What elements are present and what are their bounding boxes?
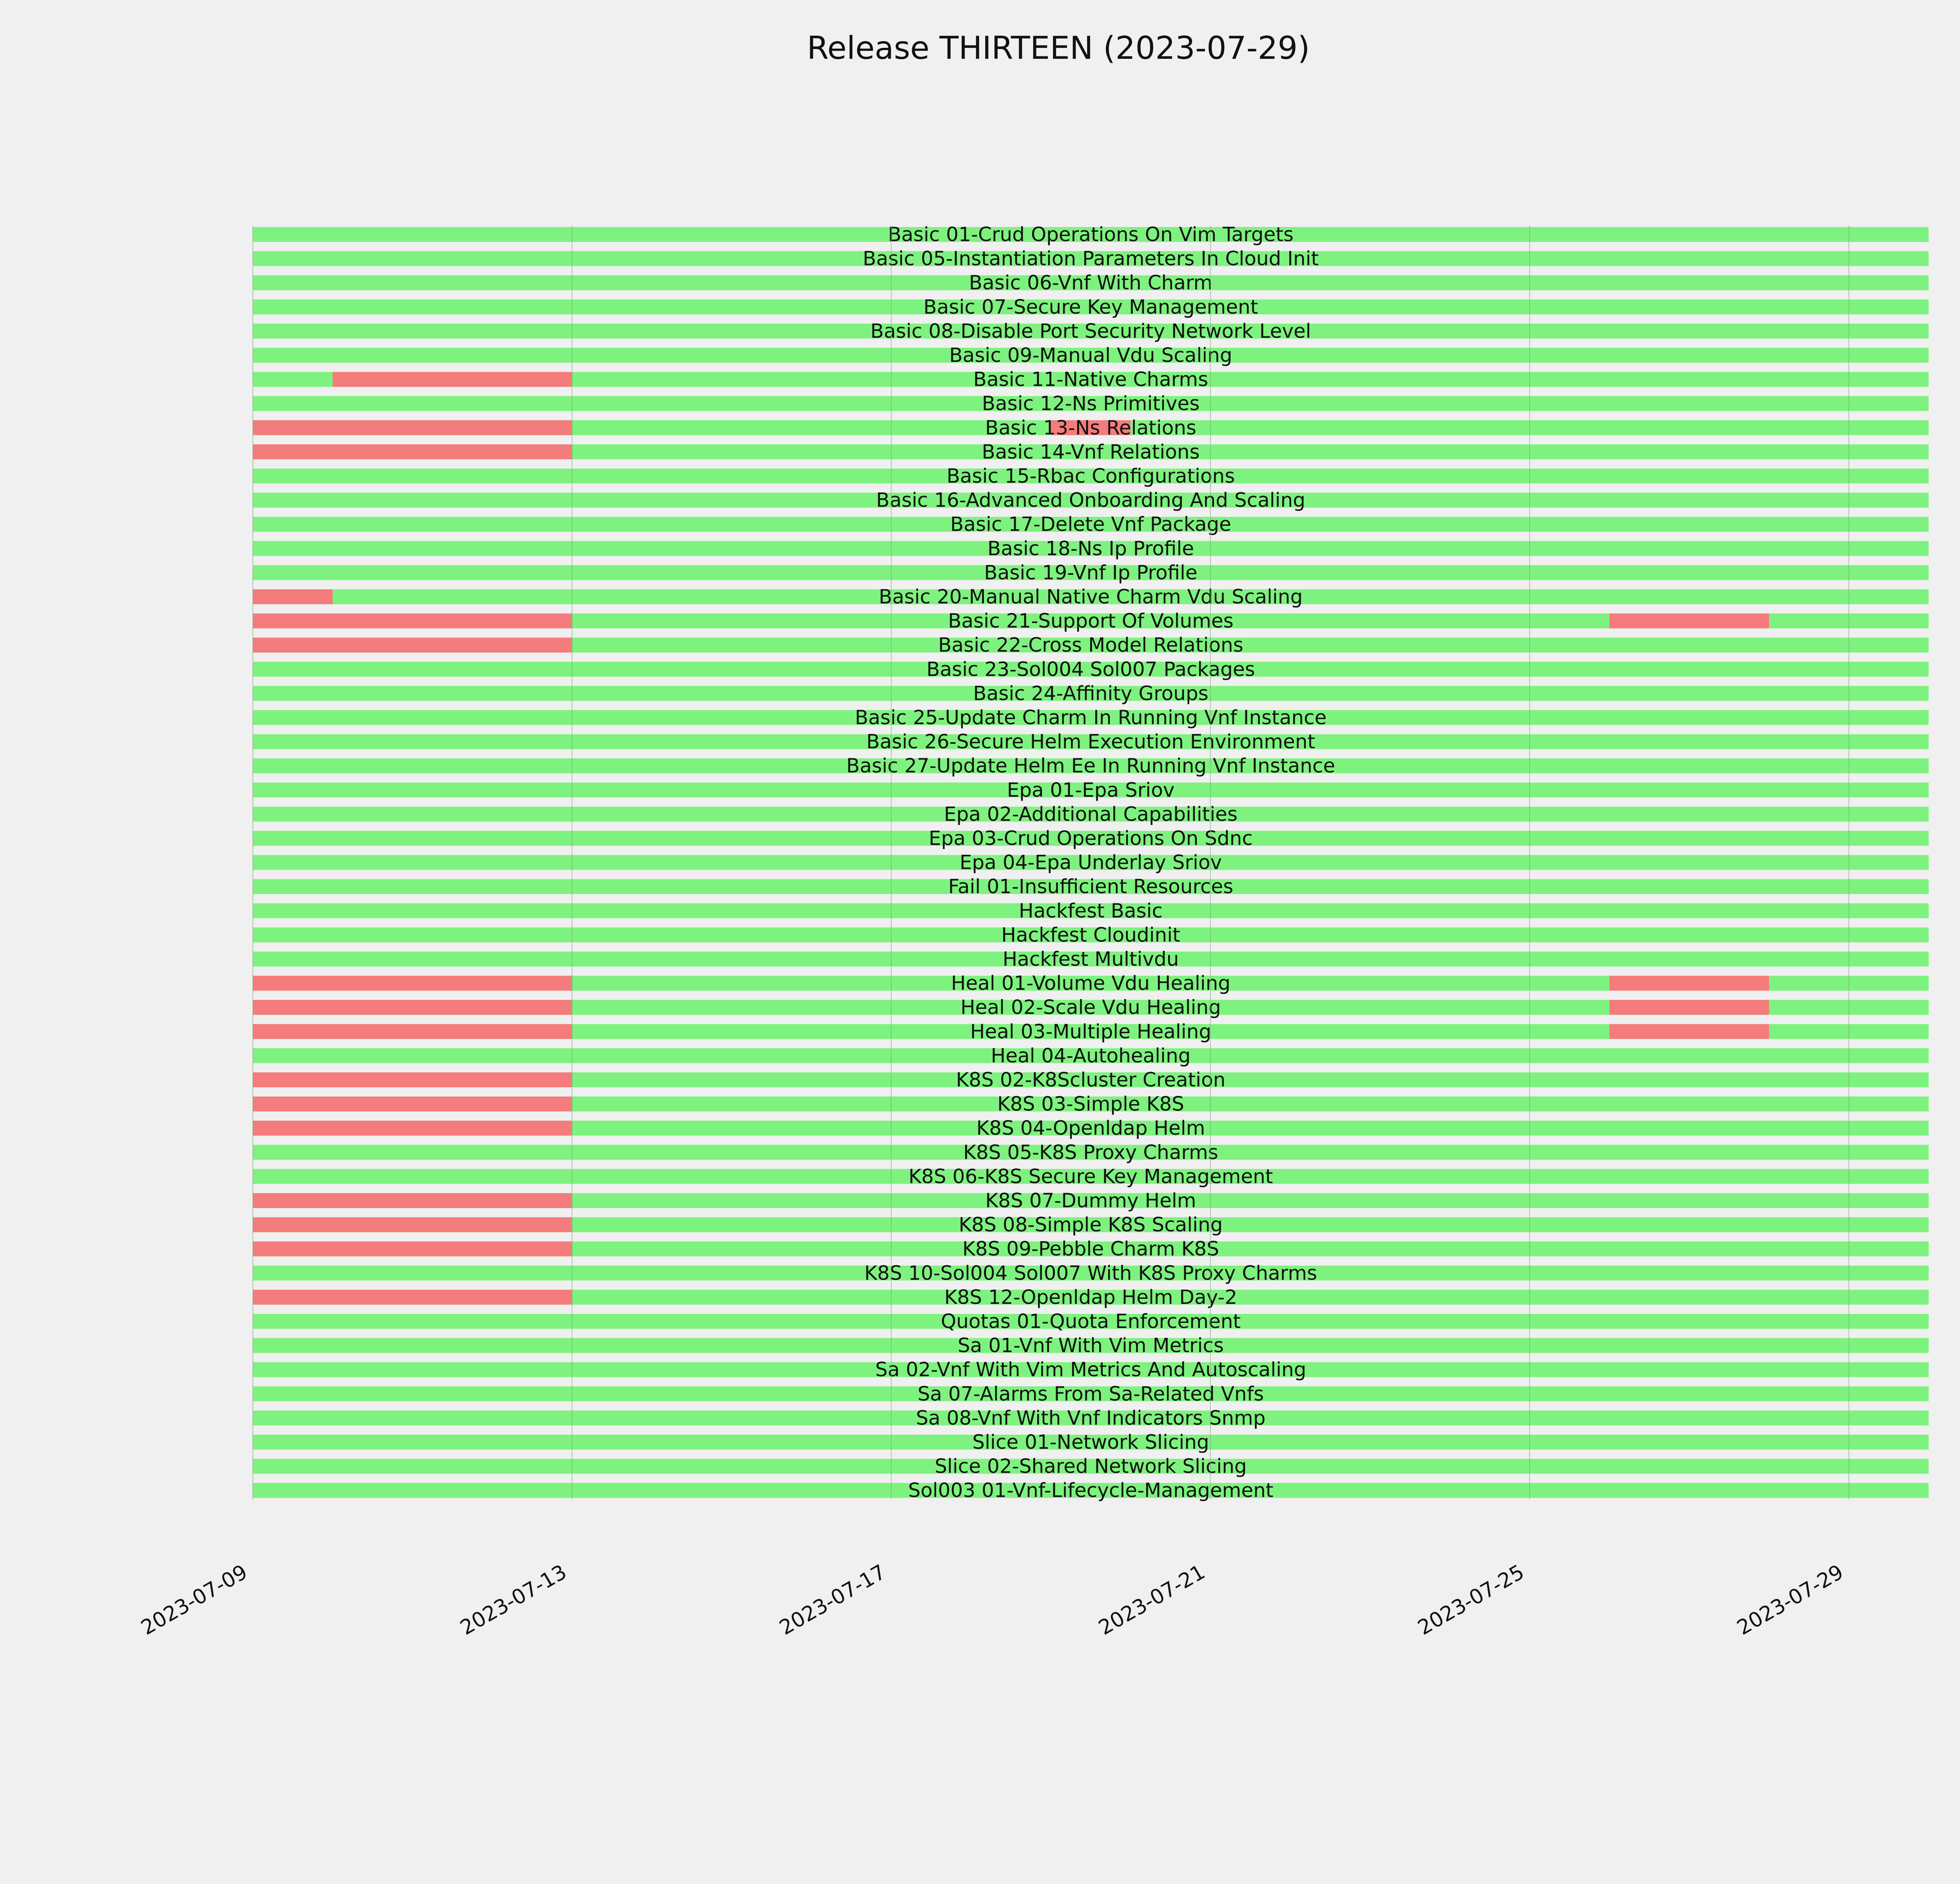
x-tick-label: 2023-07-13	[456, 1560, 571, 1640]
test-label: Basic 11-Native Charms	[973, 368, 1209, 391]
fail-bar	[253, 1193, 572, 1208]
test-label: Basic 19-Vnf Ip Profile	[984, 561, 1198, 584]
test-label: K8S 05-K8S Proxy Charms	[963, 1141, 1218, 1164]
test-label: Basic 09-Manual Vdu Scaling	[949, 344, 1232, 367]
fail-bar	[1610, 976, 1769, 991]
fail-bar	[253, 1072, 572, 1087]
test-label: Basic 24-Affinity Groups	[973, 682, 1209, 705]
fail-bar	[253, 1290, 572, 1304]
test-label: Heal 02-Scale Vdu Healing	[960, 996, 1221, 1019]
test-label: Basic 15-Rbac Configurations	[946, 465, 1235, 487]
test-label: Epa 04-Epa Underlay Sriov	[959, 851, 1222, 874]
test-label: Basic 13-Ns Relations	[985, 416, 1196, 439]
test-label: K8S 10-Sol004 Sol007 With K8S Proxy Charms	[864, 1261, 1318, 1284]
fail-bar	[1610, 614, 1769, 629]
test-label: Slice 02-Shared Network Slicing	[935, 1455, 1247, 1478]
test-label: Hackfest Multivdu	[1002, 948, 1179, 970]
test-label: Basic 20-Manual Native Charm Vdu Scaling	[878, 585, 1303, 608]
fail-bar	[253, 1121, 572, 1135]
test-label: Heal 01-Volume Vdu Healing	[951, 972, 1231, 995]
fail-bar	[253, 614, 572, 629]
test-label: Slice 01-Network Slicing	[972, 1431, 1209, 1453]
test-label: K8S 06-K8S Secure Key Management	[908, 1165, 1273, 1188]
test-label: K8S 09-Pebble Charm K8S	[962, 1237, 1219, 1261]
chart-title: Release THIRTEEN (2023-07-29)	[807, 30, 1310, 66]
test-label: Basic 18-Ns Ip Profile	[987, 537, 1194, 560]
x-tick-label: 2023-07-21	[1094, 1560, 1209, 1640]
test-label: Basic 07-Secure Key Management	[923, 295, 1258, 318]
test-label: Sol003 01-Vnf-Lifecycle-Management	[908, 1479, 1274, 1502]
test-label: Basic 06-Vnf With Charm	[969, 271, 1213, 294]
fail-bar	[253, 444, 572, 459]
test-label: Basic 23-Sol004 Sol007 Packages	[926, 658, 1255, 681]
x-tick-label: 2023-07-25	[1414, 1560, 1528, 1640]
fail-bar	[333, 372, 572, 387]
test-label: Epa 02-Additional Capabilities	[944, 803, 1238, 826]
test-label: Quotas 01-Quota Enforcement	[940, 1310, 1241, 1333]
test-label: Basic 17-Delete Vnf Package	[950, 513, 1231, 536]
test-label: Basic 27-Update Helm Ee In Running Vnf Instance	[846, 754, 1336, 778]
test-label: Basic 26-Secure Helm Execution Environment	[866, 730, 1316, 753]
test-label: Heal 04-Autohealing	[991, 1044, 1191, 1067]
test-label: Basic 05-Instantiation Parameters In Cloud Init	[862, 247, 1319, 270]
test-label: Hackfest Cloudinit	[1001, 923, 1180, 947]
test-label: K8S 08-Simple K8S Scaling	[958, 1213, 1223, 1236]
test-label: K8S 02-K8Scluster Creation	[956, 1068, 1226, 1091]
test-label: Hackfest Basic	[1019, 899, 1163, 922]
test-label: Sa 07-Alarms From Sa-Related Vnfs	[917, 1382, 1264, 1405]
test-label: Basic 22-Cross Model Relations	[938, 634, 1243, 657]
fail-bar	[253, 1000, 572, 1015]
fail-bar	[253, 589, 333, 604]
fail-bar	[253, 1024, 572, 1039]
test-label: Basic 21-Support Of Volumes	[948, 609, 1234, 632]
test-label: Basic 14-Vnf Relations	[982, 440, 1200, 463]
test-label: Basic 12-Ns Primitives	[982, 392, 1200, 415]
fail-bar	[1610, 1000, 1769, 1015]
fail-bar	[1610, 1024, 1769, 1039]
x-tick-label: 2023-07-17	[775, 1560, 890, 1640]
test-label: Basic 01-Crud Operations On Vim Targets	[888, 223, 1294, 246]
test-label: K8S 03-Simple K8S	[997, 1092, 1184, 1116]
test-label: Sa 02-Vnf With Vim Metrics And Autoscaling	[875, 1358, 1307, 1381]
test-label: K8S 04-Openldap Helm	[976, 1117, 1205, 1140]
test-label: Sa 01-Vnf With Vim Metrics	[958, 1334, 1224, 1357]
fail-bar	[253, 1217, 572, 1232]
test-label: Basic 16-Advanced Onboarding And Scaling	[876, 489, 1305, 512]
fail-bar	[253, 976, 572, 991]
test-label: Fail 01-Insufficient Resources	[948, 875, 1234, 898]
test-label: Sa 08-Vnf With Vnf Indicators Snmp	[916, 1406, 1266, 1430]
fail-bar	[253, 1241, 572, 1256]
test-label: Basic 25-Update Charm In Running Vnf Instance	[855, 706, 1327, 729]
test-label: K8S 07-Dummy Helm	[985, 1189, 1196, 1212]
fail-bar	[253, 420, 572, 435]
x-tick-label: 2023-07-09	[137, 1560, 252, 1640]
test-label: K8S 12-Openldap Helm Day-2	[944, 1286, 1238, 1309]
fail-bar	[253, 1097, 572, 1112]
test-label: Heal 03-Multiple Healing	[970, 1020, 1212, 1043]
x-tick-label: 2023-07-29	[1733, 1560, 1847, 1640]
test-label: Epa 01-Epa Sriov	[1007, 778, 1175, 801]
test-label: Epa 03-Crud Operations On Sdnc	[929, 827, 1253, 850]
test-label: Basic 08-Disable Port Security Network Level	[870, 320, 1311, 343]
fail-bar	[253, 638, 572, 652]
